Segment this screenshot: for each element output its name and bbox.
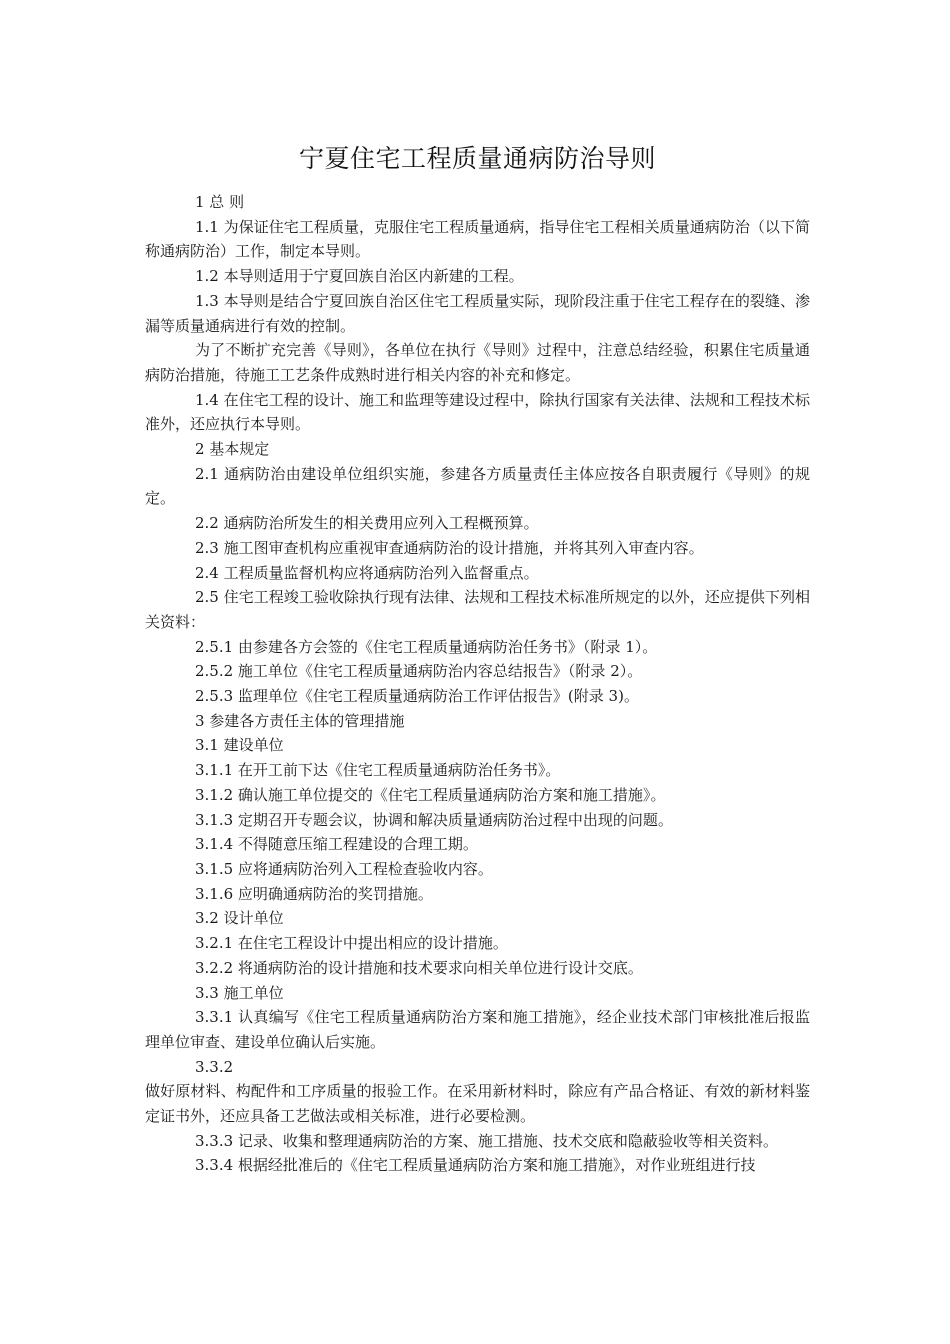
paragraph: 1.4 在住宅工程的设计、施工和监理等建设过程中，除执行国家有关法律、法规和工程技术标准外，还应执行本导则。 [145, 390, 810, 434]
paragraph: 1.3 本导则是结合宁夏回族自治区住宅工程质量实际，现阶段注重于住宅工程存在的裂缝、渗漏等质量通病进行有效的控制。 [145, 291, 810, 335]
paragraph: 3.1.6 应明确通病防治的奖罚措施。 [195, 884, 433, 903]
paragraph: 为了不断扩充完善《导则》，各单位在执行《导则》过程中，注意总结经验，积累住宅质量通病防治措施，待施工工艺条件成熟时进行相关内容的补充和修定。 [145, 341, 810, 384]
paragraph: 2.3 施工图审查机构应重视审查通病防治的设计措施，并将其列入审查内容。 [195, 538, 704, 557]
document-body [145, 190, 810, 1178]
paragraph: 2.5.3 监理单位《住宅工程质量通病防治工作评估报告》(附录 3)。 [195, 687, 639, 706]
paragraph: 2 基本规定 [195, 440, 270, 459]
paragraph: 3.1.4 不得随意压缩工程建设的合理工期。 [195, 835, 478, 854]
paragraph: 3.1.3 定期召开专题会议，协调和解决质量通病防治过程中出现的问题。 [195, 810, 673, 829]
paragraph: 3.2 设计单位 [195, 909, 284, 928]
paragraph: 2.5.2 施工单位《住宅工程质量通病防治内容总结报告》（附录 2）。 [195, 662, 643, 681]
paragraph: 3.3.3 记录、收集和整理通病防治的方案、施工措施、技术交底和隐蔽验收等相关资料。 [195, 1131, 778, 1150]
document-title: 宁夏住宅工程质量通病防治导则 [298, 144, 656, 173]
paragraph: 3.1 建设单位 [195, 736, 284, 755]
paragraph: 1.2 本导则适用于宁夏回族自治区内新建的工程。 [195, 267, 524, 286]
paragraph: 3.1.1 在开工前下达《住宅工程质量通病防治任务书》。 [195, 761, 561, 780]
paragraph: 3.2.1 在住宅工程设计中提出相应的设计措施。 [195, 934, 508, 953]
paragraph: 2.2 通病防治所发生的相关费用应列入工程概预算。 [195, 514, 539, 533]
paragraph: 3 参建各方责任主体的管理措施 [195, 711, 405, 730]
paragraph: 3.3 施工单位 [195, 983, 284, 1002]
paragraph: 1.1 为保证住宅工程质量，克服住宅工程质量通病，指导住宅工程相关质量通病防治（以下简称通病防治）工作，制定本导则。 [145, 217, 810, 261]
paragraph: 2.4 工程质量监督机构应将通病防治列入监督重点。 [195, 563, 539, 582]
paragraph: 3.3.1 认真编写《住宅工程质量通病防治方案和施工措施》，经企业技术部门审核批准后报监理单位审查、建设单位确认后实施。 [145, 1008, 810, 1051]
paragraph: 2.5 住宅工程竣工验收除执行现有法律、法规和工程技术标准所规定的以外，还应提供下列相关资料： [145, 588, 810, 631]
paragraph: 3.3.4 根据经批准后的《住宅工程质量通病防治方案和施工措施》，对作业班组进行技 [195, 1156, 756, 1175]
paragraph: 3.1.5 应将通病防治列入工程检查验收内容。 [195, 859, 493, 878]
paragraph: 2.1 通病防治由建设单位组织实施，参建各方质量责任主体应按各自职责履行《导则》的规定。 [145, 464, 810, 508]
paragraph: 2.5.1 由参建各方会签的《住宅工程质量通病防治任务书》（附录 1）。 [195, 637, 658, 656]
paragraph: 3.1.2 确认施工单位提交的《住宅工程质量通病防治方案和施工措施》。 [195, 785, 666, 804]
paragraph: 3.2.2 将通病防治的设计措施和技术要求向相关单位进行设计交底。 [195, 958, 643, 977]
paragraph: 做好原材料、构配件和工序质量的报验工作。在采用新材料时，除应有产品合格证、有效的新材料鉴定证书外，还应具备工艺做法或相关标准，进行必要检测。 [145, 1082, 810, 1126]
paragraph: 3.3.2 [195, 1057, 234, 1076]
paragraph: 1 总 则 [195, 193, 245, 211]
